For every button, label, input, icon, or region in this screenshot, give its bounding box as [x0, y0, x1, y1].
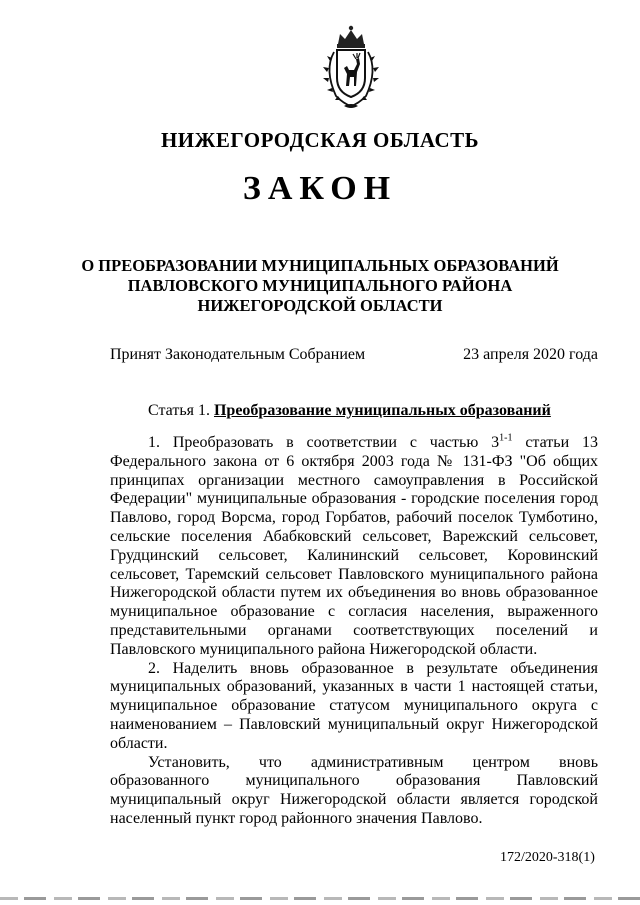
subject-line: НИЖЕГОРОДСКОЙ ОБЛАСТИ: [197, 296, 443, 315]
adoption-label: Принят Законодательным Собранием: [110, 346, 366, 363]
article-body: [110, 434, 598, 829]
document-type-title: ЗАКОН: [242, 170, 398, 207]
region-title: НИЖЕГОРОДСКАЯ ОБЛАСТЬ: [160, 128, 480, 152]
adoption-line: [110, 346, 598, 364]
subject-line: О ПРЕОБРАЗОВАНИИ МУНИЦИПАЛЬНЫХ ОБРАЗОВАНИЙ: [81, 256, 559, 275]
coat-of-arms-icon: [316, 22, 386, 112]
paragraph-1-start: 1. Преобразовать в соответствии с частью 3: [148, 434, 500, 451]
subject-line: ПАВЛОВСКОГО МУНИЦИПАЛЬНОГО РАЙОНА: [127, 276, 513, 295]
document-number: 172/2020-318(1): [500, 850, 595, 865]
superscript-part-number: 1-1: [499, 432, 513, 444]
paragraph-3: Установить, что административным центром вновь образованного муниципального образования Павловский муниципальный округ Нижегородской области является городской населенный пункт город районного значения Павлово.: [110, 753, 598, 827]
scan-edge-divider: [0, 897, 640, 900]
paragraph-1: [110, 434, 598, 660]
adoption-date: 23 апреля 2020 года: [463, 346, 598, 363]
law-subject-title: [60, 256, 580, 316]
article-number: Статья 1.: [148, 402, 210, 419]
paragraph-2: 2. Наделить вновь образованное в результате объединения муниципальных образований, указанных в части 1 настоящей статьи, муниципальное образование статусом муниципального округа с наименованием – Павловский муниципальный округ Нижегородской области.: [110, 659, 598, 752]
article-heading: [148, 402, 551, 420]
article-title: Преобразование муниципальных образований: [213, 402, 551, 419]
paragraph-1-rest: статьи 13 Федерального закона от 6 октября 2003 года № 131-ФЗ "Об общих принципах организации местного самоуправления в Российской Федерации" муниципальные образования - городские поселения город Павлово, город Ворсма, город Горбатов, рабочий поселок Тумботино, сельские поселения Абабковский сельсовет, Варежский сельсовет, Грудцинский сельсовет, Калининский сельсовет, Коровинский сельсовет, Таремский сельсовет Павловского муниципального района Нижегородской области путем их объединения во вновь образованное муниципальное образование с согласия населения, выраженного представительными органами соответствующих поселений и Павловского муниципального района Нижегородской области.: [110, 434, 599, 658]
